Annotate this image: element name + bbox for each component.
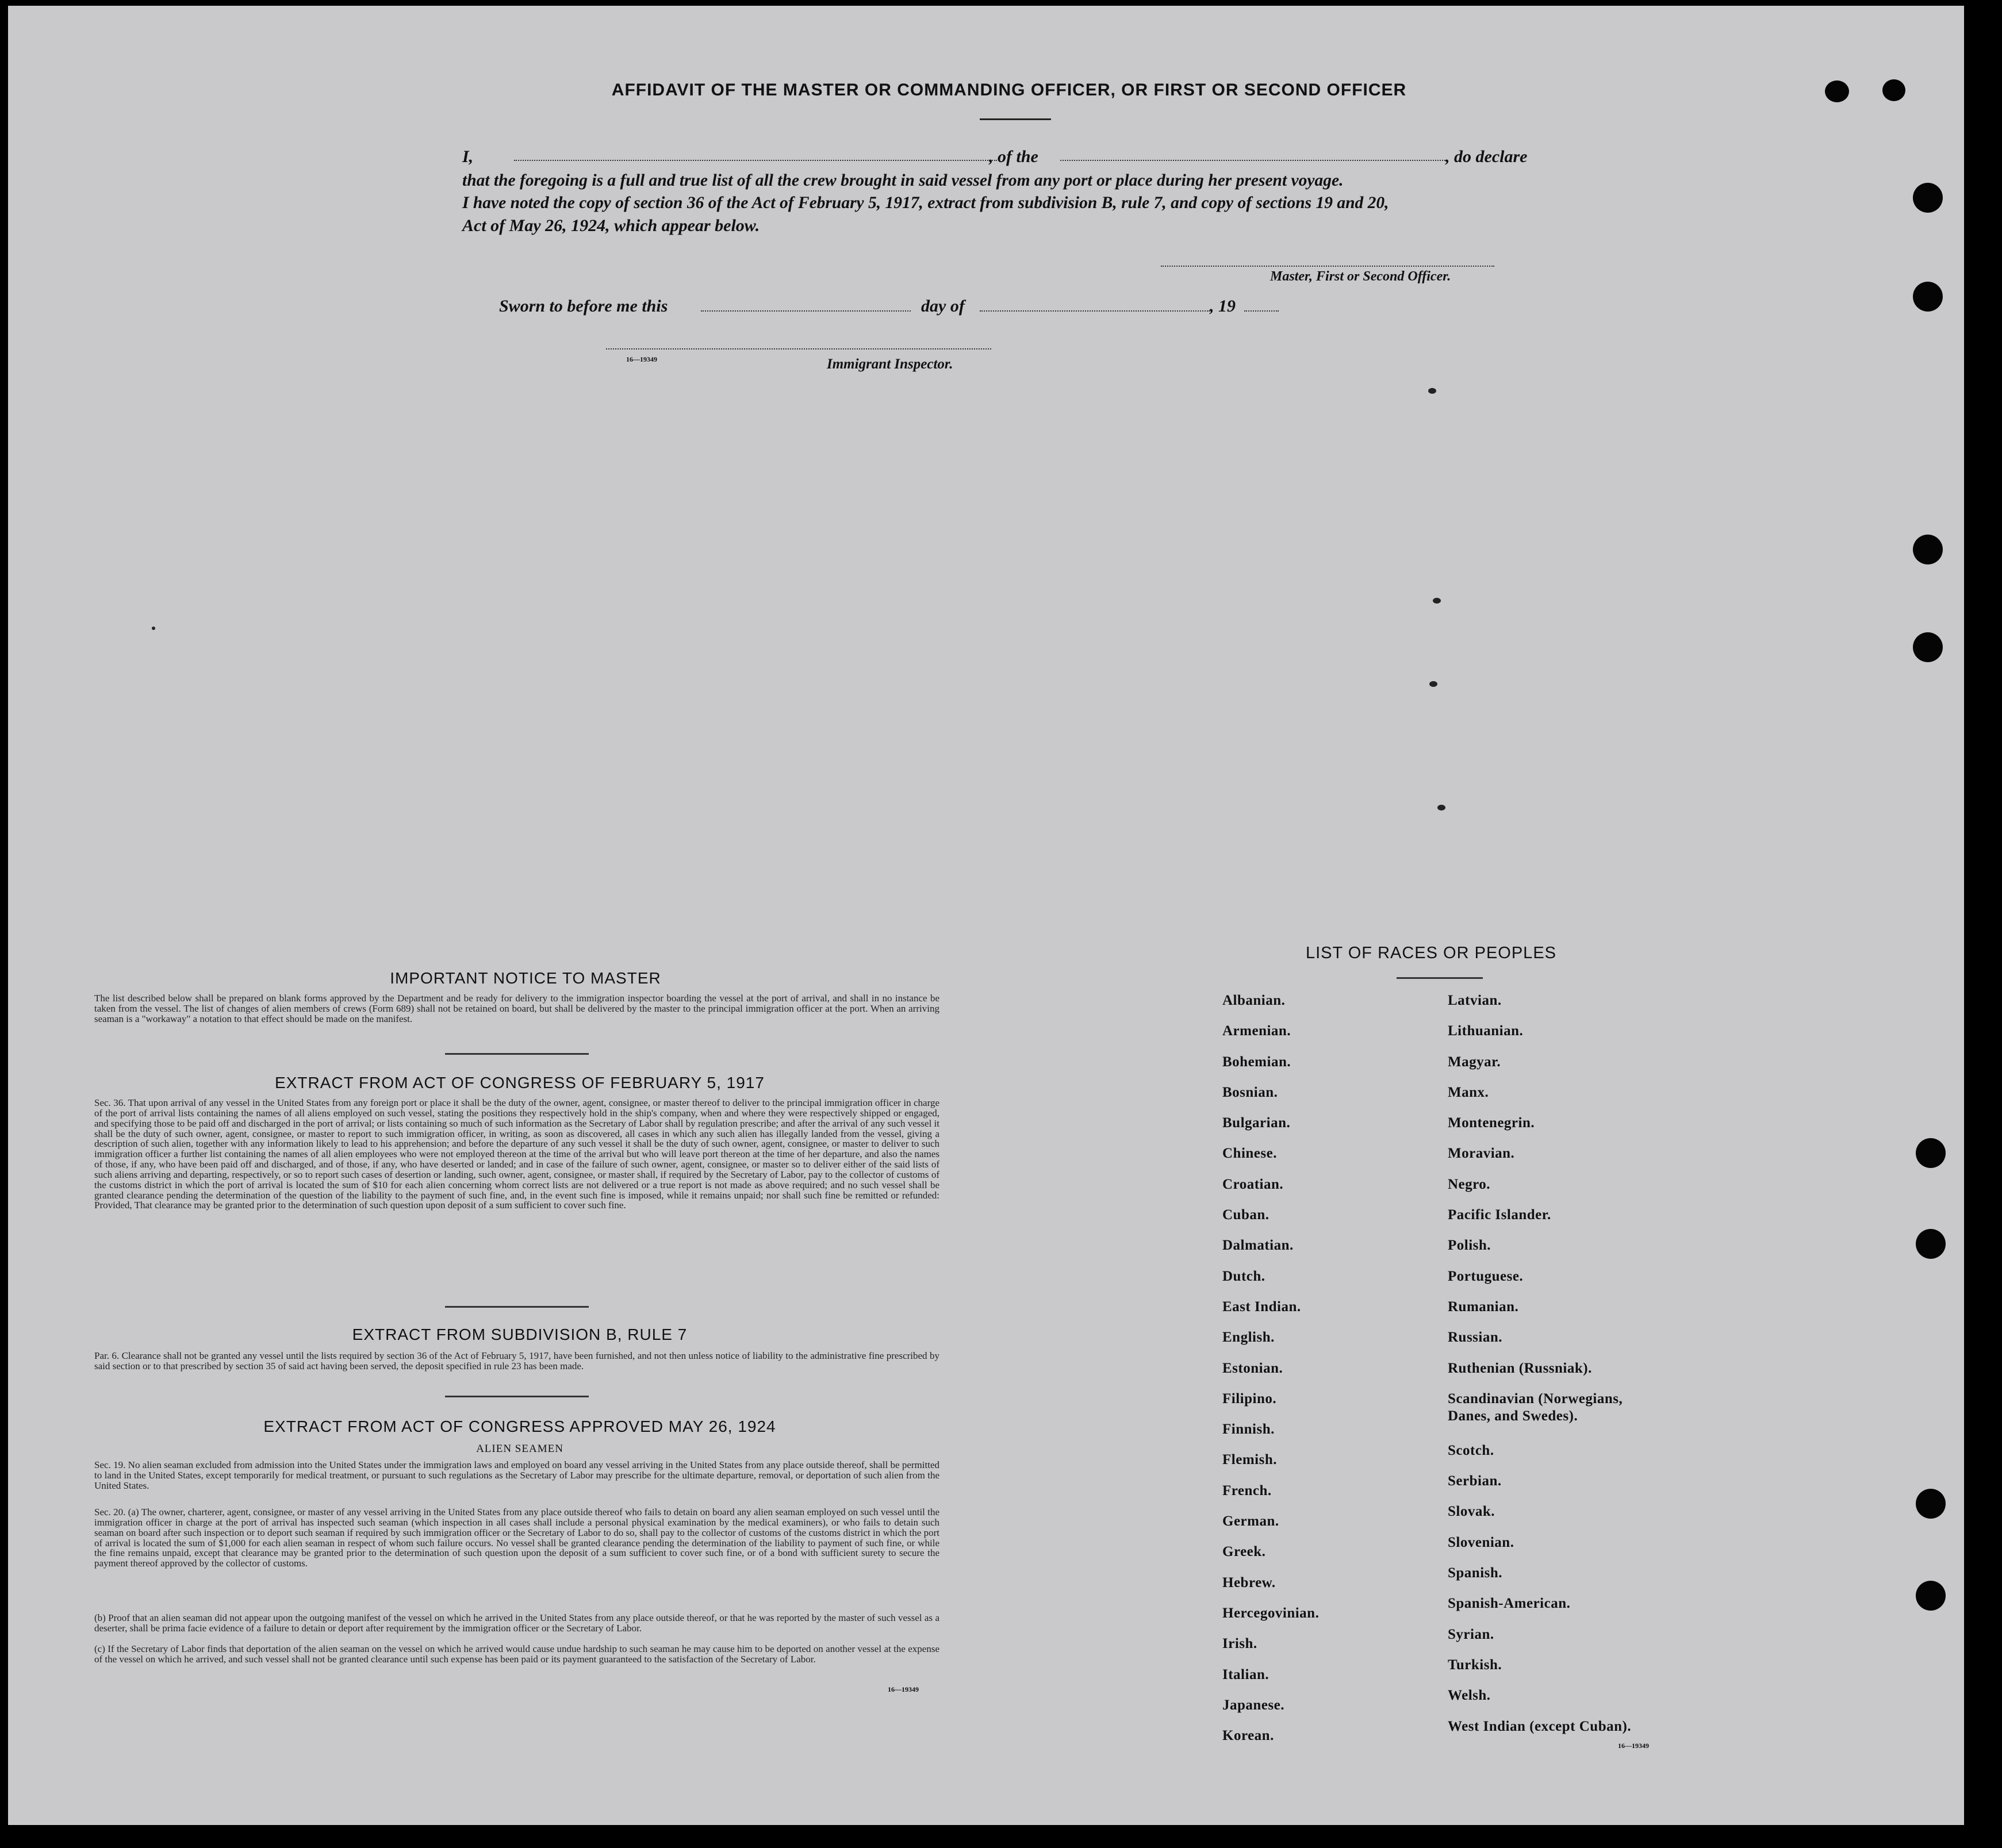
race-item: Negro. <box>1448 1176 1491 1192</box>
races-title: LIST OF RACES OR PEOPLES <box>1305 944 1557 962</box>
section-rule <box>445 1396 589 1397</box>
master-label: Master, First or Second Officer. <box>1270 269 1451 284</box>
sec20b-text: (b) Proof that an alien seaman did not appear upon the outgoing manifest of the vessel on which he arrived in the United States from any place outside thereof, or that he was reported by the master of such vessel as a deserter, shall be prima facie evidence of a failure to detain or deport after requirement by the immigration officer or the Secretary of Labor. <box>94 1612 939 1634</box>
declaration-of-the: , of the <box>989 147 1038 166</box>
race-item: Serbian. <box>1448 1473 1502 1489</box>
race-item: English. <box>1222 1330 1275 1346</box>
race-item: Rumanian. <box>1448 1298 1519 1315</box>
sworn-label: Sworn to before me this <box>499 297 668 316</box>
race-item: West Indian (except Cuban). <box>1448 1718 1632 1734</box>
race-item: Greek. <box>1222 1544 1266 1560</box>
notice-title: IMPORTANT NOTICE TO MASTER <box>390 969 661 987</box>
section-rule <box>445 1053 589 1055</box>
race-item: Russian. <box>1448 1330 1503 1346</box>
sworn-year-line <box>1244 310 1279 312</box>
race-item: Portuguese. <box>1448 1268 1524 1284</box>
scan-speck <box>1433 598 1441 604</box>
races-right-column <box>1448 992 1631 1749</box>
scan-speck <box>1429 681 1437 687</box>
vessel-line <box>1060 160 1445 161</box>
race-item: Scotch. <box>1448 1442 1494 1458</box>
race-item: Croatian. <box>1222 1176 1284 1192</box>
sworn-month-line <box>980 310 1210 312</box>
sworn-year: , 19 <box>1210 297 1236 316</box>
races-rule <box>1397 977 1483 979</box>
sec20c-text: (c) If the Secretary of Labor finds that deportation of the alien seaman on the vessel on which he arrived would cause undue hardship to such seaman he may cause him to be deported on another vessel at the expense of the vessel on which he arrived, and such vessel shall not be granted clearance until such expense has been paid or its payment guaranteed to the satisfaction of the Secretary of Labor. <box>94 1643 939 1665</box>
declaration-line-2: that the foregoing is a full and true list of all the crew brought in said vessel from any port or place during her present voyage. <box>462 171 1344 190</box>
scan-speck <box>1437 805 1445 810</box>
declaration-i: I, <box>462 147 474 166</box>
race-item: Bulgarian. <box>1222 1115 1291 1131</box>
race-item: Dalmatian. <box>1222 1238 1294 1254</box>
sworn-day-of: day of <box>921 297 965 316</box>
sec20a-text: Sec. 20. (a) The owner, charterer, agent, consignee, or master of any vessel arriving in the United States from any place outside thereof who fails to detain on board any alien seaman employed on such vessel until the immigration officer in charge at the port of arrival has inspected such seaman (which inspection in all cases shall include a personal physical examination by the medical examiners), or who fails to detain such seaman on board after such inspection or to deport such seaman if required by such immigration officer or the Secretary of Labor to do so, shall pay to the collector of customs of the customs district in which the port of arrival is located the sum of $1,000 for each alien seaman in respect of whom such failure occurs. No vessel shall be granted clearance pending the determination of the liability to payment of such fine, or while the fine remains unpaid, except that clearance may be granted prior to the determination of such question upon the deposit of a sum sufficient to cover such fine, or of a bond with sufficient surety to secure the payment thereof approved by the collector of customs. <box>94 1507 939 1569</box>
race-item: Filipino. <box>1222 1390 1277 1407</box>
inspector-label: Immigrant Inspector. <box>827 356 953 372</box>
name-line <box>514 160 997 161</box>
race-item: German. <box>1222 1513 1279 1530</box>
race-item: Chinese. <box>1222 1146 1277 1162</box>
race-item: Hebrew. <box>1222 1574 1276 1590</box>
race-item: Pacific Islander. <box>1448 1207 1551 1223</box>
race-item: Scandinavian (Norwegians, Danes, and Swedes). <box>1448 1390 1623 1424</box>
race-item: Japanese. <box>1222 1697 1284 1713</box>
punch-hole <box>1913 183 1943 213</box>
extract-1924-subtitle: ALIEN SEAMEN <box>476 1443 563 1455</box>
declaration-line-4: Act of May 26, 1924, which appear below. <box>462 216 760 235</box>
master-signature-line <box>1161 266 1494 267</box>
race-item: Albanian. <box>1222 993 1286 1008</box>
race-item: Korean. <box>1222 1728 1274 1744</box>
race-item: Slovenian. <box>1448 1534 1514 1550</box>
sec19-text: Sec. 19. No alien seaman excluded from admission into the United States under the immigration laws and employed on board any vessel arriving in the United States from any place outside thereof, shall be permitted to land in the United States, except temporarily for medical treatment, or pursuant to such regulations as the Secretary of Labor may prescribe for the ultimate departure, removal, or deportation of such alien from the United States. <box>94 1459 939 1491</box>
extract-1917-text: Sec. 36. That upon arrival of any vessel in the United States from any foreign port or place it shall be the duty of the owner, agent, consignee, or master thereof to deliver to the principal immigration officer in charge of the port of arrival lists containing the names of all aliens employed on such vessel, stating the positions they respectively hold in the ship's company, when and where they were respectively shipped or engaged, and specifying those to be paid off and discharged in the port of arrival; or lists containing so much of such information as the Secretary of Labor shall by regulation prescribe; and after the arrival of any such vessel it shall be the duty of such owner, agent, consignee, or master to report to such immigration officer, in writing, as soon as discovered, all cases in which any such alien has illegally landed from the vessel, giving a description of such alien, together with any information likely to lead to his apprehension; and before the departure of any such vessel it shall be the duty of such owner, agent, consignee, or master to deliver to such immigration officer a further list containing the names of all alien employees who were not employed thereon at the time of the arrival but who will leave port thereon at the time of her departure, and also the names of those, if any, who have been paid off and discharged, and of those, if any, who have deserted or landed; and in case of the failure of such owner, agent, consignee, or master so to deliver either of the said lists of such aliens arriving and departing, respectively, or so to report such cases of desertion or landing, such owner, agent, consignee, or master shall, if required by the Secretary of Labor, pay to the collector of customs of the customs district in which the port of arrival is located the sum of $10 for each alien concerning whom correct lists are not delivered or a true report is not made as above required; and no such vessel shall be granted clearance pending the determination of the question of the liability to the payment of such fine, and, in the event such fine is imposed, while it remains unpaid; nor shall such fine be remitted or refunded: Provided, That clearance may be granted prior to the determination of such question upon deposit of a sum sufficient to cover such fine. <box>94 1097 939 1211</box>
race-item: East Indian. <box>1222 1298 1301 1315</box>
declaration-do-declare: , do declare <box>1445 147 1528 166</box>
form-number: 16—19349 <box>888 1685 919 1693</box>
notice-text: The list described below shall be prepared on blank forms approved by the Department and be ready for delivery to the immigration inspector boarding the vessel at the port of arrival, and shall in no instance be taken from the vessel. The list of changes of alien members of crews (Form 689) shall not be retained on board, but shall be delivered by the master to the principal immigration officer at the port. When an arriving seaman is a "workaway" a notation to that effect should be made on the manifest. <box>94 993 939 1024</box>
extract-rule7-text: Par. 6. Clearance shall not be granted any vessel until the lists required by section 36 of the Act of February 5, 1917, have been furnished, and not then unless notice of liability to the administrative fine prescribed by said section or to that prescribed by section 35 of said act having been served, the deposit specified in rule 23 has been made. <box>94 1350 939 1371</box>
inspector-signature-line <box>606 348 991 349</box>
extract-1917-title: EXTRACT FROM ACT OF CONGRESS OF FEBRUARY 5, 1917 <box>275 1074 765 1092</box>
scan-speck <box>152 627 155 630</box>
title-rule <box>980 118 1051 120</box>
race-item: Polish. <box>1448 1238 1491 1254</box>
race-item: French. <box>1222 1482 1272 1499</box>
race-item: Latvian. <box>1448 993 1502 1008</box>
punch-hole <box>1916 1138 1946 1168</box>
race-item: Turkish. <box>1448 1657 1502 1673</box>
punch-hole <box>1913 632 1943 662</box>
race-item: Syrian. <box>1448 1626 1494 1642</box>
race-item: Spanish-American. <box>1448 1596 1571 1612</box>
race-item: Bosnian. <box>1222 1084 1278 1100</box>
form-sheet <box>8 6 1964 1825</box>
declaration-line-3: I have noted the copy of section 36 of the Act of February 5, 1917, extract from subdivision B, rule 7, and copy of sections 19 and 20, <box>462 194 1389 212</box>
punch-hole <box>1916 1489 1946 1519</box>
race-item: Slovak. <box>1448 1504 1495 1520</box>
extract-rule7-title: EXTRACT FROM SUBDIVISION B, RULE 7 <box>352 1326 688 1343</box>
race-item: Estonian. <box>1222 1360 1283 1376</box>
form-number: 16—19349 <box>1618 1742 1649 1750</box>
race-item: Ruthenian (Russniak). <box>1448 1360 1592 1376</box>
race-item: Armenian. <box>1222 1023 1291 1039</box>
punch-hole <box>1916 1581 1946 1611</box>
race-item: Moravian. <box>1448 1146 1515 1162</box>
extract-1924-title: EXTRACT FROM ACT OF CONGRESS APPROVED MAY 26, 1924 <box>263 1417 776 1435</box>
section-rule <box>445 1306 589 1308</box>
race-item: Magyar. <box>1448 1054 1501 1070</box>
race-item: Dutch. <box>1222 1268 1265 1284</box>
race-item: Bohemian. <box>1222 1054 1291 1070</box>
race-item: Spanish. <box>1448 1565 1503 1581</box>
race-item: Welsh. <box>1448 1688 1491 1704</box>
affidavit-title: AFFIDAVIT OF THE MASTER OR COMMANDING OFFICER, OR FIRST OR SECOND OFFICER <box>611 80 1407 99</box>
form-number: 16—19349 <box>626 355 657 363</box>
races-left-column <box>1222 992 1319 1758</box>
race-item: Manx. <box>1448 1084 1489 1100</box>
race-item: Italian. <box>1222 1666 1270 1682</box>
punch-hole <box>1913 282 1943 312</box>
race-item: Flemish. <box>1222 1452 1277 1468</box>
sworn-day-line <box>701 310 911 312</box>
punch-hole <box>1913 535 1943 564</box>
race-item: Montenegrin. <box>1448 1115 1535 1131</box>
race-item: Finnish. <box>1222 1421 1275 1438</box>
scan-speck <box>1428 388 1436 394</box>
race-item: Hercegovinian. <box>1222 1605 1320 1621</box>
punch-hole <box>1916 1229 1946 1259</box>
race-item: Lithuanian. <box>1448 1023 1524 1039</box>
race-item: Irish. <box>1222 1636 1257 1652</box>
race-item: Cuban. <box>1222 1207 1270 1223</box>
